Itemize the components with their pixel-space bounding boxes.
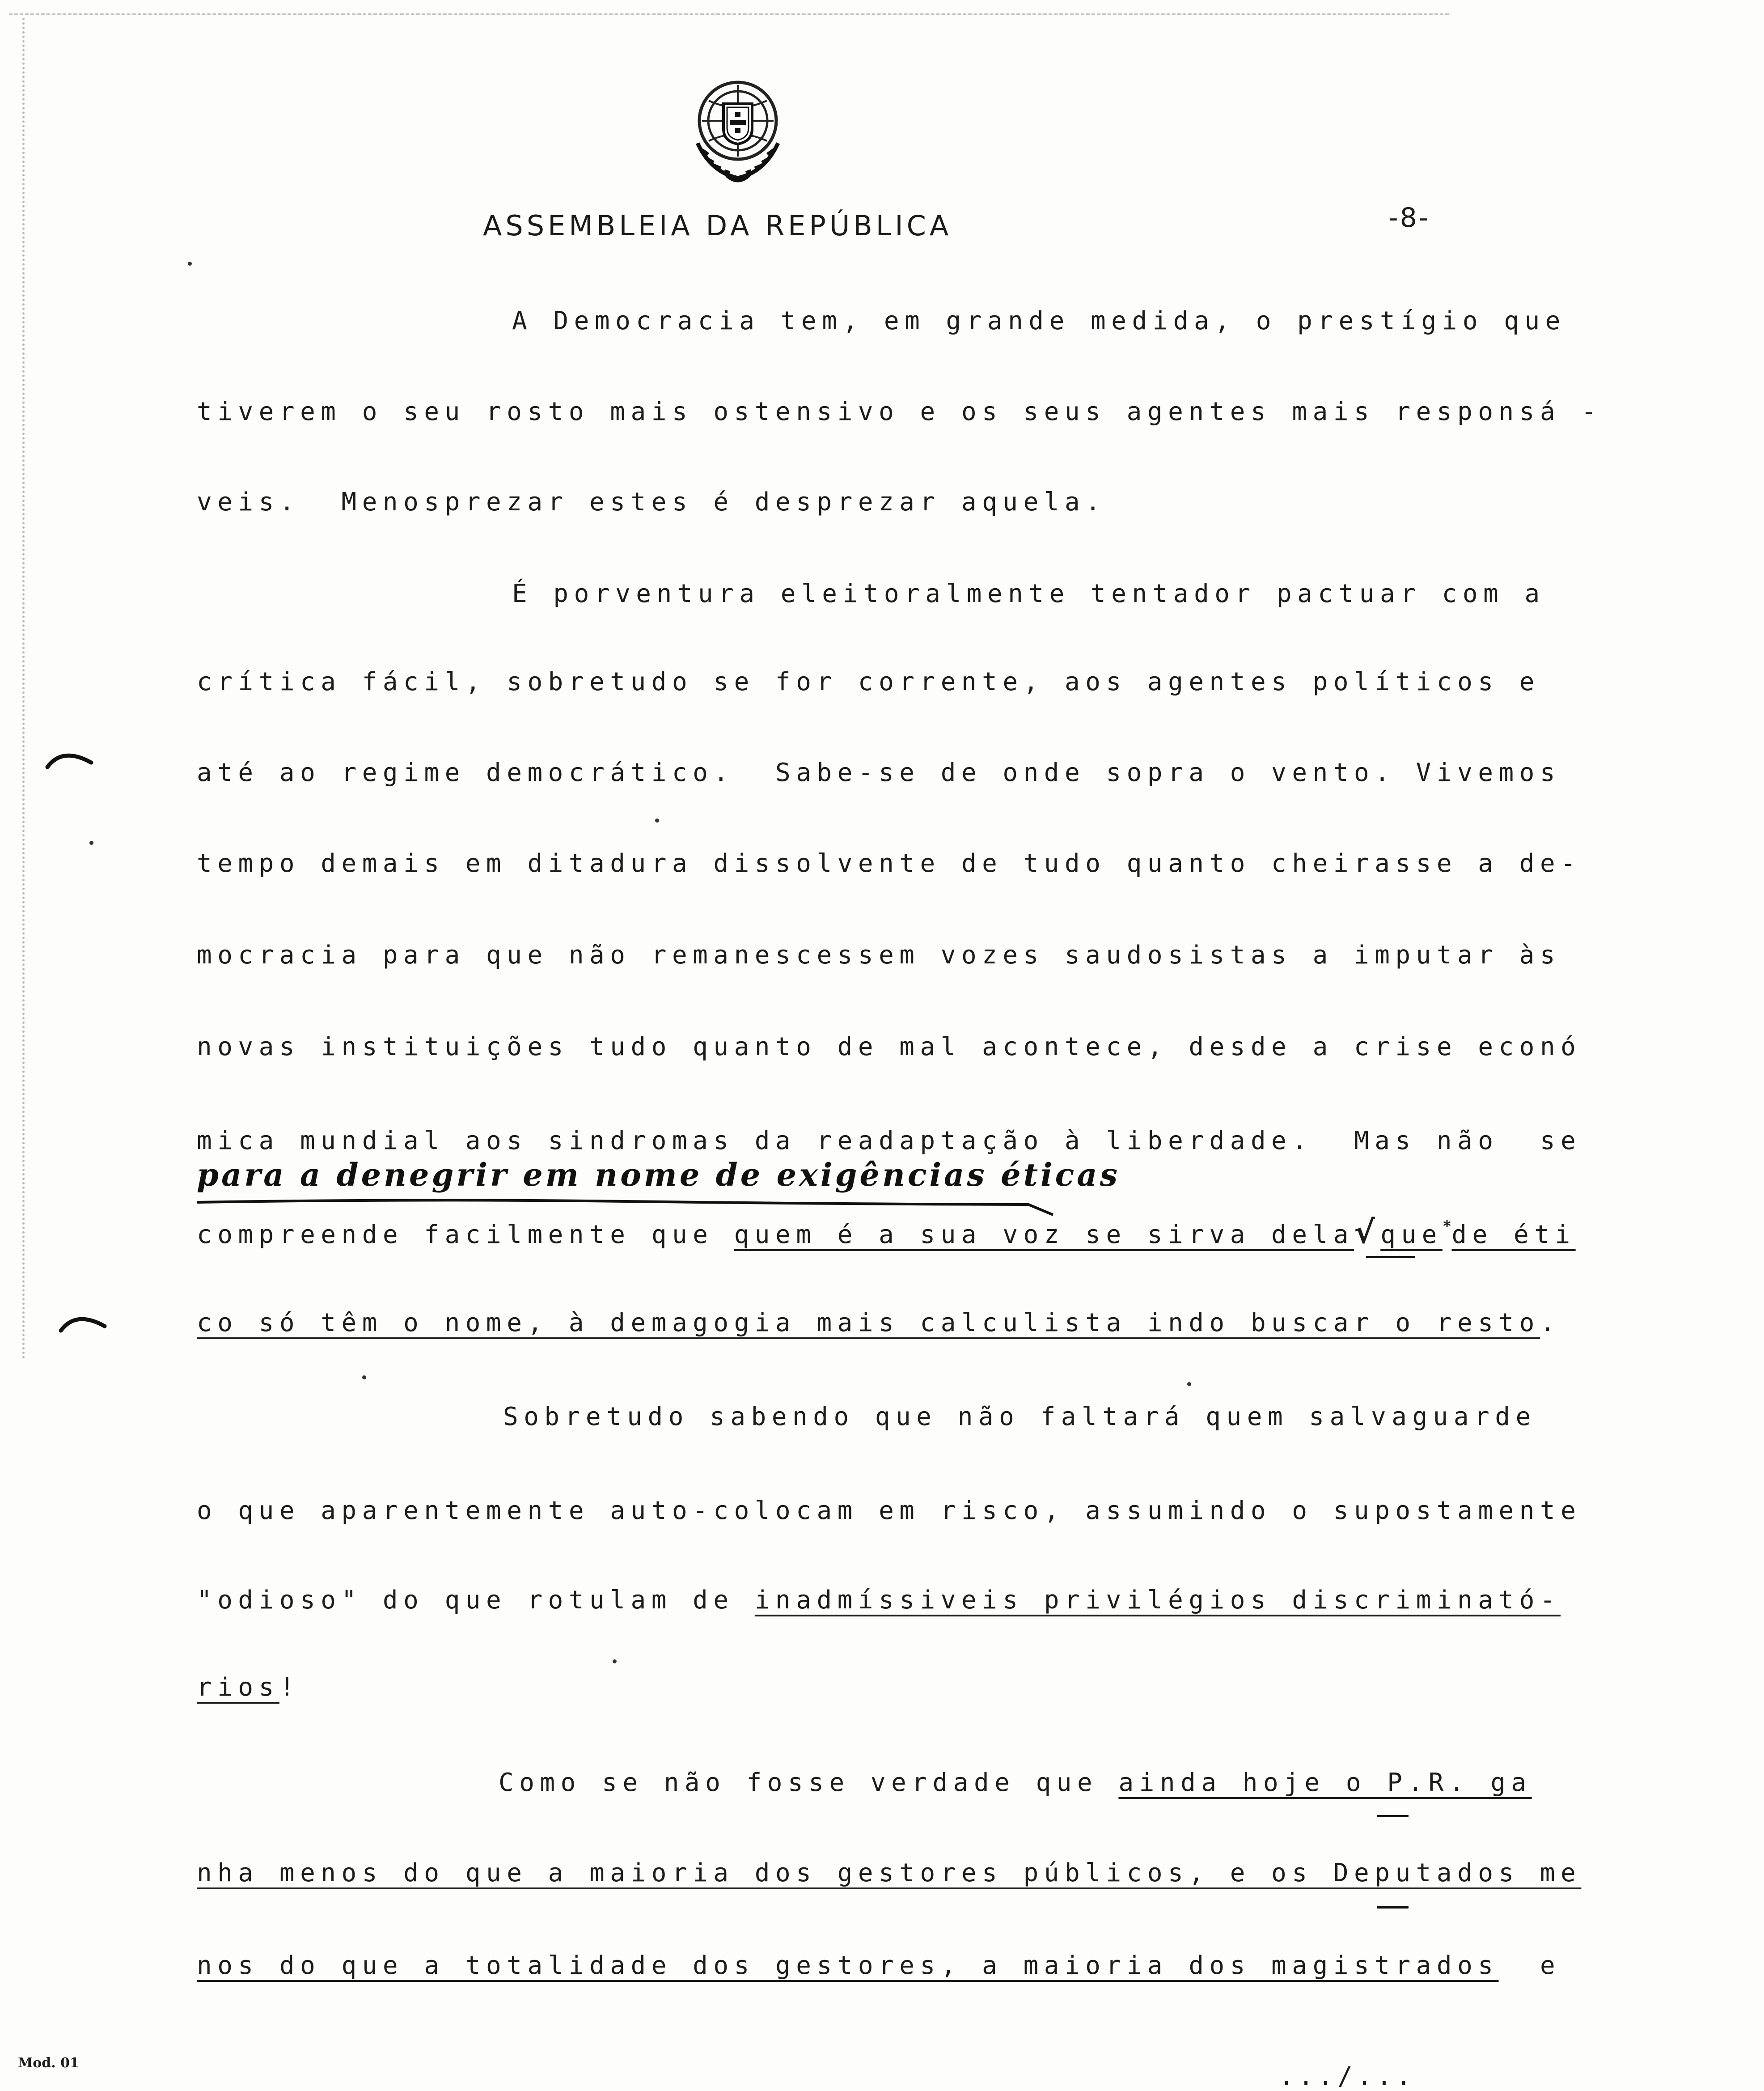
- text-segment: .: [1540, 1308, 1561, 1337]
- text-line: mica mundial aos sindromas da readaptação à liberdade. Mas não se: [197, 1126, 1582, 1155]
- text-line: crítica fácil, sobretudo se for corrente, aos agentes políticos e: [197, 667, 1540, 696]
- text-line: [499, 1770, 1751, 1795]
- scan-speck: [1187, 1382, 1191, 1386]
- text-line: [197, 1951, 1561, 1980]
- handwritten-insertion: para a denegrir em nome de exigências éticas: [197, 1156, 1121, 1193]
- double-underline-mark: [1366, 1256, 1415, 1258]
- scan-speck: [655, 819, 659, 823]
- text-line: É porventura eleitoralmente tentador pactuar com a: [512, 579, 1545, 608]
- underlined-text: nos do que a totalidade dos gestores, a maioria dos magistrados: [197, 1951, 1499, 1980]
- handwritten-guide-line: [197, 1193, 1055, 1216]
- underlined-text: que: [1380, 1220, 1443, 1249]
- margin-bracket-icon: [58, 1308, 107, 1335]
- text-line: [197, 1858, 1582, 1887]
- underlined-text: quem é a sua voz se sirva dela: [734, 1220, 1354, 1249]
- text-line: o que aparentemente auto-colocam em risco, assumindo o supostamente: [197, 1496, 1582, 1525]
- text-segment: !: [279, 1673, 300, 1702]
- scan-top-edge: [9, 13, 1449, 15]
- underlined-text: de éti: [1451, 1220, 1576, 1249]
- continuation-mark: .../...: [1279, 2062, 1416, 2091]
- asterisk-mark: *: [1442, 1217, 1452, 1235]
- text-line: [197, 1586, 1561, 1615]
- underlined-text: co só têm o nome, à demagogia mais calculista indo buscar o resto: [197, 1308, 1540, 1337]
- text-line: novas instituições tudo quanto de mal acontece, desde a crise econó: [197, 1032, 1582, 1061]
- scan-left-edge: [22, 18, 25, 1360]
- text-segment: "odioso" do que rotulam de: [197, 1586, 755, 1615]
- page-number: -8-: [1388, 202, 1430, 233]
- text-line: tempo demais em ditadura dissolvente de tudo quanto cheirasse a de-: [197, 849, 1582, 878]
- text-segment: compreende facilmente que: [197, 1220, 734, 1249]
- underlined-text: nha menos do que a maioria dos gestores públicos, e os Deputados me: [197, 1858, 1582, 1887]
- text-line: [197, 1214, 1576, 1251]
- scan-speck: [188, 262, 192, 266]
- scan-speck: [362, 1375, 366, 1379]
- text-line: [197, 1675, 1449, 1700]
- double-underline-mark: [1377, 1815, 1409, 1817]
- text-line: A Democracia tem, em grande medida, o prestígio que: [512, 306, 1566, 335]
- underlined-text: rios: [197, 1673, 279, 1702]
- scan-speck: [89, 841, 93, 845]
- underlined-text: ainda hoje o P.R. ga: [1118, 1768, 1532, 1797]
- underlined-text: inadmíssiveis privilégios discriminató-: [754, 1586, 1561, 1615]
- text-line: mocracia para que não remanescessem vozes saudosistas a imputar às: [197, 941, 1561, 970]
- text-segment: Como se não fosse verdade que: [499, 1768, 1119, 1797]
- double-underline-mark: [1377, 1906, 1409, 1909]
- scan-speck: [613, 1659, 617, 1663]
- text-line: [197, 1308, 1561, 1337]
- text-segment: e: [1498, 1951, 1561, 1980]
- page-header-title: ASSEMBLEIA DA REPÚBLICA: [483, 209, 952, 242]
- margin-bracket-icon: [45, 745, 94, 772]
- coat-of-arms-icon: [684, 76, 791, 188]
- text-line: veis. Menosprezar estes é desprezar aquela.: [197, 488, 1106, 517]
- text-line: tiverem o seu rosto mais ostensivo e os seus agentes mais responsá -: [197, 397, 1602, 426]
- insertion-mark-icon: √: [1354, 1214, 1381, 1251]
- text-line: até ao regime democrático. Sabe-se de onde sopra o vento. Vivemos: [197, 758, 1561, 787]
- form-code: Mod. 01: [18, 2055, 79, 2071]
- text-line: Sobretudo sabendo que não faltará quem salvaguarde: [503, 1402, 1536, 1431]
